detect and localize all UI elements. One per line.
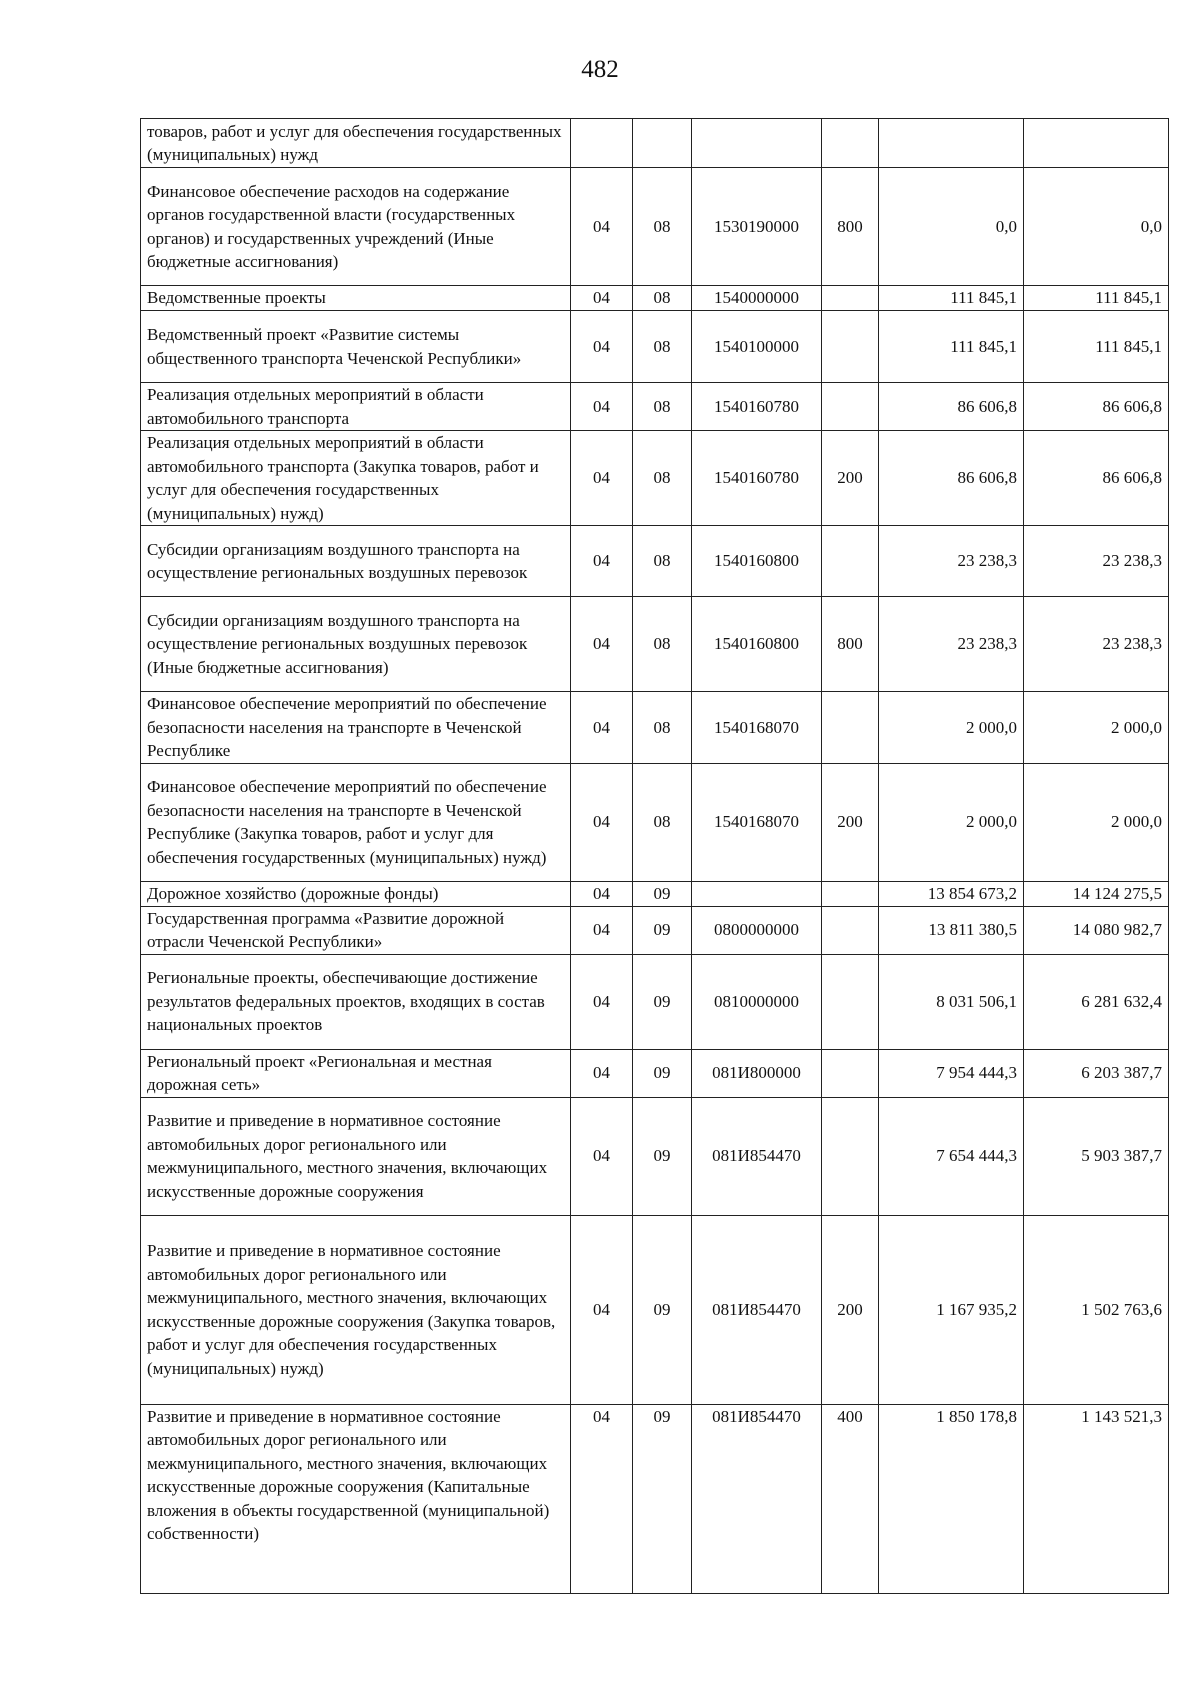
row-subsection: 08 [633,692,692,764]
row-amount-year1: 111 845,1 [879,311,1024,383]
row-amount-year2: 86 606,8 [1024,431,1169,526]
row-target-article: 0800000000 [692,906,822,954]
row-amount-year1: 0,0 [879,168,1024,286]
row-name: товаров, работ и услуг для обеспечения государственных (муниципальных) нужд [141,119,571,168]
row-section: 04 [571,906,633,954]
row-expense-type: 200 [822,1215,879,1404]
row-section: 04 [571,431,633,526]
row-subsection: 08 [633,286,692,311]
row-subsection: 08 [633,168,692,286]
table-row [141,954,1169,1049]
row-amount-year2: 2 000,0 [1024,763,1169,881]
table-row [141,1049,1169,1097]
row-name: Финансовое обеспечение мероприятий по обеспечение безопасности населения на транспорте в Чеченской Республике [141,692,571,764]
row-subsection: 09 [633,881,692,906]
row-section: 04 [571,1049,633,1097]
table-row [141,526,1169,597]
row-amount-year2: 23 238,3 [1024,526,1169,597]
row-expense-type: 800 [822,168,879,286]
row-name: Развитие и приведение в нормативное состояние автомобильных дорог регионального или межмуниципального, местного значения, включающих искусственные дорожные сооружения [141,1097,571,1215]
row-expense-type [822,311,879,383]
row-section: 04 [571,1404,633,1593]
row-name: Государственная программа «Развитие дорожной отрасли Чеченской Республики» [141,906,571,954]
row-amount-year2: 1 502 763,6 [1024,1215,1169,1404]
row-amount-year1: 2 000,0 [879,692,1024,764]
row-name: Развитие и приведение в нормативное состояние автомобильных дорог регионального или межмуниципального, местного значения, включающих искусственные дорожные сооружения (Капитальные вложения в объекты государственной (муниципальной) собственности) [141,1404,571,1593]
table-row [141,881,1169,906]
row-section: 04 [571,311,633,383]
row-name: Ведомственный проект «Развитие системы общественного транспорта Чеченской Республики» [141,311,571,383]
row-name: Ведомственные проекты [141,286,571,311]
table-row [141,763,1169,881]
table-row [141,119,1169,168]
row-expense-type [822,692,879,764]
budget-table [140,118,1169,1594]
row-subsection: 09 [633,954,692,1049]
row-name: Субсидии организациям воздушного транспорта на осуществление региональных воздушных перевозок [141,526,571,597]
table-row [141,311,1169,383]
table-row [141,1097,1169,1215]
row-amount-year1: 7 654 444,3 [879,1097,1024,1215]
row-amount-year1: 23 238,3 [879,526,1024,597]
row-amount-year1: 13 854 673,2 [879,881,1024,906]
row-target-article: 081И800000 [692,1049,822,1097]
row-section: 04 [571,168,633,286]
row-section: 04 [571,526,633,597]
row-amount-year2 [1024,119,1169,168]
row-amount-year2: 2 000,0 [1024,692,1169,764]
row-target-article: 1540160800 [692,597,822,692]
row-target-article: 1530190000 [692,168,822,286]
row-amount-year1: 8 031 506,1 [879,954,1024,1049]
row-subsection: 08 [633,311,692,383]
row-subsection: 08 [633,597,692,692]
row-subsection: 08 [633,431,692,526]
row-section: 04 [571,881,633,906]
row-section: 04 [571,763,633,881]
row-amount-year2: 0,0 [1024,168,1169,286]
row-target-article: 1540100000 [692,311,822,383]
table-row [141,286,1169,311]
row-name: Региональные проекты, обеспечивающие достижение результатов федеральных проектов, входящих в состав национальных проектов [141,954,571,1049]
row-target-article: 0810000000 [692,954,822,1049]
row-expense-type: 200 [822,763,879,881]
row-amount-year1: 86 606,8 [879,383,1024,431]
row-name: Развитие и приведение в нормативное состояние автомобильных дорог регионального или межмуниципального, местного значения, включающих искусственные дорожные сооружения (Закупка товаров, работ и услуг для обеспечения государственных (муниципальных) нужд) [141,1215,571,1404]
row-target-article: 081И854470 [692,1097,822,1215]
row-subsection: 08 [633,763,692,881]
row-target-article: 081И854470 [692,1215,822,1404]
row-subsection: 09 [633,1215,692,1404]
page-number: 482 [581,56,619,83]
row-subsection: 08 [633,383,692,431]
row-expense-type [822,286,879,311]
row-name: Реализация отдельных мероприятий в области автомобильного транспорта [141,383,571,431]
row-name: Финансовое обеспечение расходов на содержание органов государственной власти (государственных органов) и государственных учреждений (Иные бюджетные ассигнования) [141,168,571,286]
table-row [141,431,1169,526]
row-expense-type [822,1097,879,1215]
row-section: 04 [571,954,633,1049]
row-target-article: 1540168070 [692,692,822,764]
table-row [141,1404,1169,1593]
row-expense-type [822,1049,879,1097]
row-subsection: 09 [633,1404,692,1593]
row-amount-year2: 1 143 521,3 [1024,1404,1169,1593]
row-subsection [633,119,692,168]
row-name: Региональный проект «Региональная и местная дорожная сеть» [141,1049,571,1097]
row-amount-year1: 13 811 380,5 [879,906,1024,954]
row-amount-year2: 14 080 982,7 [1024,906,1169,954]
row-amount-year1: 1 167 935,2 [879,1215,1024,1404]
table-row [141,1215,1169,1404]
row-amount-year2: 86 606,8 [1024,383,1169,431]
row-amount-year2: 6 281 632,4 [1024,954,1169,1049]
row-section: 04 [571,597,633,692]
row-name: Финансовое обеспечение мероприятий по обеспечение безопасности населения на транспорте в Чеченской Республике (Закупка товаров, работ и услуг для обеспечения государственных (муниципальных) нужд) [141,763,571,881]
row-amount-year2: 14 124 275,5 [1024,881,1169,906]
row-expense-type [822,526,879,597]
row-amount-year1: 1 850 178,8 [879,1404,1024,1593]
row-section: 04 [571,1097,633,1215]
row-name: Дорожное хозяйство (дорожные фонды) [141,881,571,906]
row-amount-year1 [879,119,1024,168]
row-name: Субсидии организациям воздушного транспорта на осуществление региональных воздушных перевозок (Иные бюджетные ассигнования) [141,597,571,692]
table-row [141,168,1169,286]
row-target-article: 1540168070 [692,763,822,881]
row-amount-year1: 86 606,8 [879,431,1024,526]
row-expense-type [822,383,879,431]
row-amount-year1: 7 954 444,3 [879,1049,1024,1097]
row-target-article: 081И854470 [692,1404,822,1593]
row-subsection: 09 [633,906,692,954]
row-name: Реализация отдельных мероприятий в области автомобильного транспорта (Закупка товаров, работ и услуг для обеспечения государственных (муниципальных) нужд) [141,431,571,526]
row-expense-type [822,119,879,168]
row-amount-year1: 2 000,0 [879,763,1024,881]
row-subsection: 09 [633,1097,692,1215]
row-section [571,119,633,168]
row-amount-year2: 6 203 387,7 [1024,1049,1169,1097]
row-expense-type: 200 [822,431,879,526]
table-row [141,597,1169,692]
row-expense-type: 800 [822,597,879,692]
row-section: 04 [571,692,633,764]
row-target-article: 1540160800 [692,526,822,597]
table-row [141,906,1169,954]
table-row [141,383,1169,431]
row-amount-year1: 23 238,3 [879,597,1024,692]
row-expense-type [822,881,879,906]
row-amount-year2: 5 903 387,7 [1024,1097,1169,1215]
row-expense-type [822,906,879,954]
row-amount-year1: 111 845,1 [879,286,1024,311]
row-target-article [692,881,822,906]
row-section: 04 [571,383,633,431]
row-subsection: 09 [633,1049,692,1097]
row-amount-year2: 111 845,1 [1024,286,1169,311]
row-target-article: 1540000000 [692,286,822,311]
table-row [141,692,1169,764]
row-target-article [692,119,822,168]
row-expense-type [822,954,879,1049]
row-target-article: 1540160780 [692,431,822,526]
budget-table-body [141,119,1169,1594]
row-subsection: 08 [633,526,692,597]
row-amount-year2: 111 845,1 [1024,311,1169,383]
row-section: 04 [571,1215,633,1404]
row-section: 04 [571,286,633,311]
row-target-article: 1540160780 [692,383,822,431]
row-expense-type: 400 [822,1404,879,1593]
row-amount-year2: 23 238,3 [1024,597,1169,692]
